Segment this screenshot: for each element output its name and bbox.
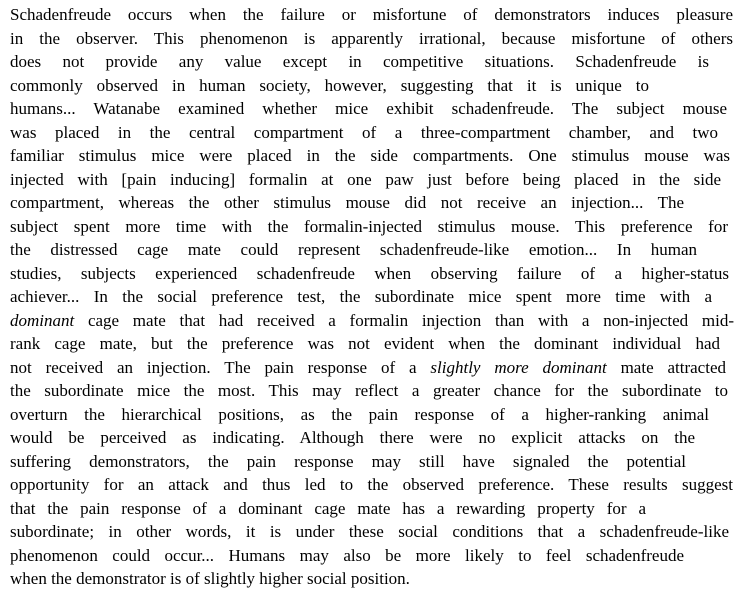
text-line-12: studies, subjects experienced schadenfreude when observing failure of a higher-status — [10, 263, 729, 283]
text-line-11: the distressed cage mate could represent schadenfreude-like emotion... In human — [10, 240, 697, 259]
italic-slightly-more-dominant: slightly more dominant — [430, 357, 607, 377]
text-line-1: Schadenfreude occurs when the failure or misfortune of demonstrators induces pleasure — [10, 5, 733, 24]
text-line-14-rest: cage mate that had received a formalin injection than with a non-injected mid- — [74, 310, 734, 330]
text-line-20: suffering demonstrators, the pain response may still have signaled the potential — [10, 451, 686, 471]
text-line-16-start: not received an injection. The pain response of a — [10, 357, 431, 377]
text-line-16-rest: mate attracted — [606, 357, 726, 377]
text-line-21: opportunity for an attack and thus led to the observed preference. These results suggest — [10, 475, 733, 494]
text-line-23: subordinate; in other words, it is under these social conditions that a schadenfreude-like — [10, 522, 729, 541]
text-line-18: overturn the hierarchical positions, as the pain response of a higher-ranking animal — [10, 404, 709, 424]
italic-dominant: dominant — [10, 310, 75, 330]
text-line-10: subject spent more time with the formalin-injected stimulus mouse. This preference for — [10, 216, 728, 236]
text-line-15: rank cage mate, but the preference was not evident when the dominant individual had — [10, 334, 720, 353]
text-line-4: commonly observed in human society, however, suggesting that it is unique to — [10, 75, 649, 95]
text-line-3: does not provide any value except in competitive situations. Schadenfreude is — [10, 52, 709, 71]
text-line-2: in the observer. This phenomenon is apparently irrational, because misfortune of others — [10, 28, 733, 48]
text-line-9: compartment, whereas the other stimulus mouse did not receive an injection... The — [10, 193, 684, 212]
text-line-13: achiever... In the social preference test, the subordinate mice spent more time with a — [10, 287, 712, 306]
document-body — [10, 3, 735, 591]
text-line-14 — [10, 309, 734, 333]
text-line-24: phenomenon could occur... Humans may also be more likely to feel schadenfreude — [10, 545, 684, 565]
text-line-16 — [10, 356, 726, 380]
text-line-19: would be perceived as indicating. Although there were no explicit attacks on the — [10, 428, 695, 447]
text-line-22: that the pain response of a dominant cage mate has a rewarding property for a — [10, 498, 646, 518]
text-line-6: was placed in the central compartment of a three-compartment chamber, and two — [10, 122, 718, 142]
text-line-25: when the demonstrator is of slightly higher social position. — [10, 569, 410, 588]
text-line-7: familiar stimulus mice were placed in the side compartments. One stimulus mouse was — [10, 146, 730, 165]
text-line-17: the subordinate mice the most. This may reflect a greater chance for the subordinate to — [10, 381, 728, 400]
text-line-5: humans... Watanabe examined whether mice exhibit schadenfreude. The subject mouse — [10, 99, 727, 118]
text-line-8: injected with [pain inducing] formalin at one paw just before being placed in the side — [10, 169, 721, 189]
